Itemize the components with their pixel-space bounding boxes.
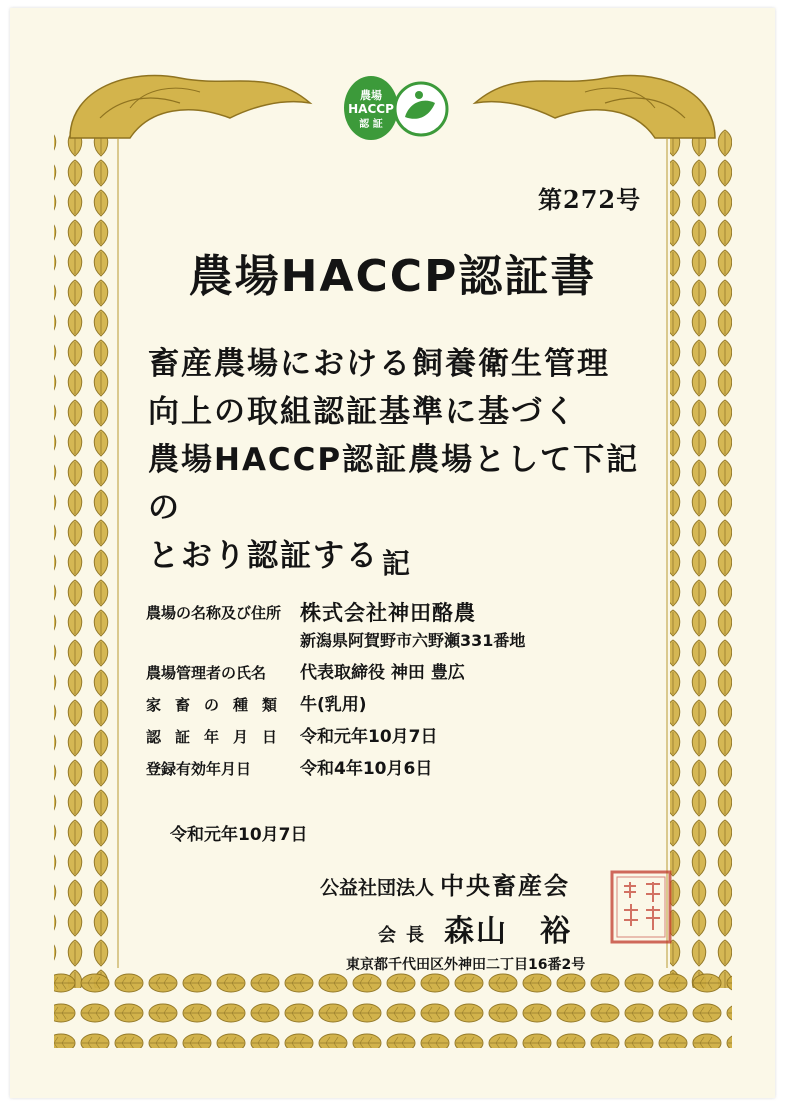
livestock-type: 牛(乳用) (300, 695, 367, 715)
manager-name: 代表取締役 神田 豊広 (300, 663, 465, 683)
issuer-president (378, 906, 572, 950)
official-seal-stamp (610, 870, 672, 944)
livestock-label: 家畜の種類 (146, 696, 292, 714)
certificate-title: 農場HACCP認証書 (188, 251, 597, 302)
org-name: 中央畜産会 (440, 872, 571, 900)
logo-line1: 農場 (360, 89, 382, 102)
farm-name: 株式会社神田酪農 (300, 601, 476, 625)
statement-line: 農場HACCP認証農場として下記の (148, 442, 640, 526)
certificate-number: 第272号 (538, 185, 642, 214)
ki-heading: 記 (382, 547, 411, 580)
statement-line: 向上の取組認証基準に基づく (148, 394, 577, 430)
expiry-date: 令和4年10月6日 (300, 759, 433, 779)
issuer-organization (320, 866, 570, 901)
farm-row (146, 601, 626, 653)
statement-line: 畜産農場における飼養衛生管理 (148, 346, 610, 382)
org-prefix: 公益社団法人 (320, 877, 435, 899)
cert-date-row (146, 725, 626, 749)
cert-date: 令和元年10月7日 (300, 727, 438, 747)
haccp-logo (343, 73, 453, 143)
logo-line3: 認 証 (359, 119, 383, 130)
farm-name-label: 農場の名称及び住所 (146, 604, 282, 622)
issuer-address: 東京都千代田区外神田二丁目16番2号 (346, 957, 586, 973)
cert-date-label: 認証年月日 (146, 728, 292, 746)
president-role: 会長 (378, 925, 434, 946)
farm-address: 新潟県阿賀野市六野瀬331番地 (300, 631, 526, 650)
statement-line: とおり認証する (148, 538, 379, 574)
president-name: 森山 裕 (444, 914, 572, 949)
expiry-label: 登録有効年月日 (146, 760, 252, 778)
logo-line2: HACCP (348, 102, 394, 116)
manager-row (146, 661, 626, 685)
certificate-sheet (10, 8, 775, 1098)
manager-label: 農場管理者の氏名 (146, 664, 267, 682)
expiry-row (146, 757, 626, 781)
livestock-row (146, 693, 626, 717)
issue-date: 令和元年10月7日 (170, 825, 308, 845)
details-list (146, 601, 626, 789)
